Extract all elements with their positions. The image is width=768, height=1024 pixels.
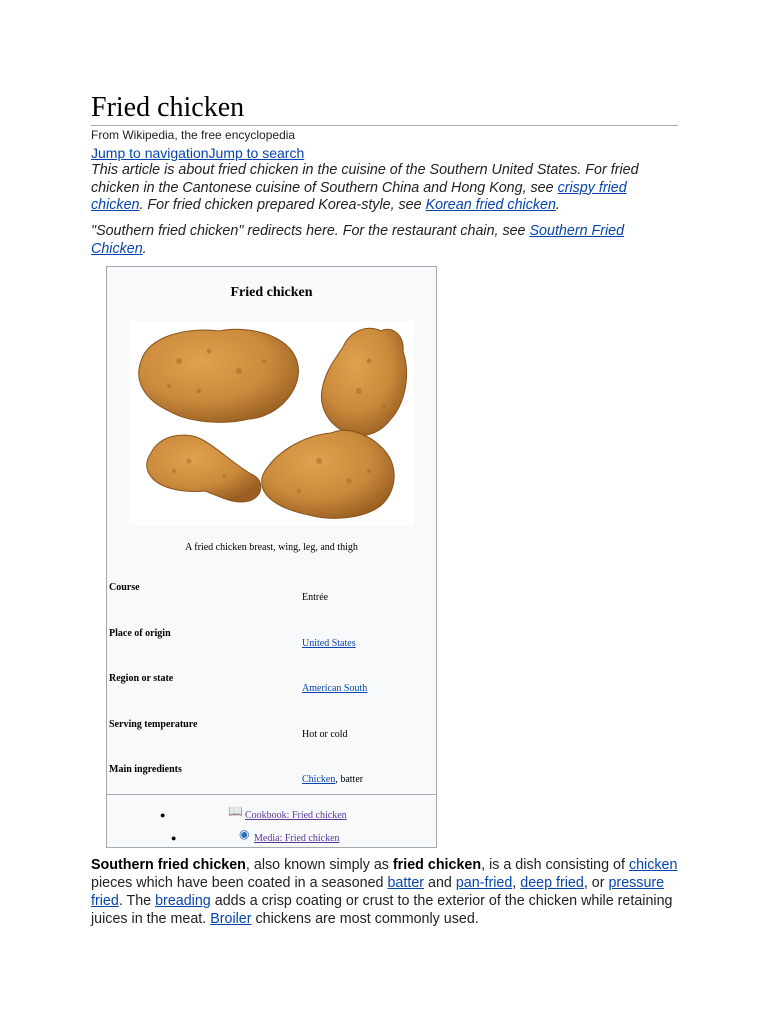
fried-chicken-illustration <box>129 321 414 525</box>
page-title: Fried chicken <box>91 92 245 123</box>
batter-link[interactable]: batter <box>387 875 425 891</box>
infobox-title: Fried chicken <box>230 285 313 300</box>
paragraph-text: , is a dish consisting of <box>481 857 629 873</box>
broiler-link[interactable]: Broiler <box>210 911 252 927</box>
paragraph-text: and <box>424 875 456 891</box>
infobox <box>106 266 437 848</box>
hatnote-about <box>91 162 681 215</box>
southern-fried-chicken-restaurant-link[interactable]: Southern Fried Chicken <box>91 223 625 257</box>
site-tagline: From Wikipedia, the free encyclopedia <box>91 128 296 142</box>
american-south-link[interactable]: American South <box>302 683 368 694</box>
infobox-label: Main ingredients <box>109 764 182 775</box>
chicken-breast <box>139 329 299 422</box>
hatnote-text: . For fried chicken prepared Korea-style, see <box>139 197 426 213</box>
bold-term: Southern fried chicken <box>91 857 246 873</box>
infobox-row-course <box>107 582 436 622</box>
pressure-fried-link[interactable]: pressure fried <box>91 875 665 909</box>
chicken-leg <box>147 435 261 502</box>
infobox-row-temperature <box>107 719 436 759</box>
infobox-label: Course <box>109 582 140 593</box>
chicken-link[interactable]: Chicken <box>302 774 336 785</box>
paragraph-text: , also known simply as <box>245 857 393 873</box>
jump-to-navigation-link[interactable]: Jump to navigation <box>91 145 209 161</box>
infobox-image-caption: A fried chicken breast, wing, leg, and thigh <box>185 542 358 553</box>
breading-link[interactable]: breading <box>155 893 211 909</box>
hatnote-text: This article is about fried chicken in the cuisine of the Southern United States. For fried chicken in the Cantonese cuisine of Southern China and Hong Kong, see <box>91 162 639 196</box>
infobox-row-origin <box>107 628 436 668</box>
wikibooks-icon: 📖 <box>228 804 243 818</box>
infobox-row-ingredients <box>107 764 436 804</box>
cookbook-link[interactable]: Cookbook: Fried chicken <box>245 810 347 821</box>
infobox-value: , batter <box>335 774 364 785</box>
chicken-thigh <box>262 430 395 518</box>
infobox-label: Region or state <box>109 673 174 684</box>
chicken-link[interactable]: chicken <box>628 857 678 873</box>
commons-media-link[interactable]: Media: Fried chicken <box>254 833 340 844</box>
infobox-label: Serving temperature <box>109 719 198 730</box>
deep-fried-link[interactable]: deep fried <box>520 875 584 891</box>
hatnote-text: . <box>142 240 147 257</box>
hatnote-redirect <box>91 223 681 258</box>
crispy-fried-chicken-link[interactable]: crispy fried chicken <box>91 179 627 213</box>
fried-chicken-image[interactable] <box>129 321 414 525</box>
pan-fried-link[interactable]: pan-fried <box>455 875 513 891</box>
infobox-label: Place of origin <box>109 628 171 639</box>
bullet: ● <box>160 810 166 820</box>
united-states-link[interactable]: United States <box>302 638 356 649</box>
hatnote-text: . <box>555 197 560 213</box>
jump-links <box>91 145 304 162</box>
title-divider <box>91 125 678 126</box>
infobox-value: Entrée <box>302 592 329 603</box>
lead-paragraph <box>91 856 681 928</box>
infobox-divider <box>107 794 436 795</box>
bold-term: fried chicken <box>392 857 482 873</box>
commons-icon: ◉ <box>239 827 250 841</box>
paragraph-text: chickens are most commonly used. <box>251 911 479 927</box>
paragraph-text: , <box>512 875 521 891</box>
infobox-row-region <box>107 673 436 713</box>
paragraph-text: . The <box>118 893 156 909</box>
korean-fried-chicken-link[interactable]: Korean fried chicken <box>425 197 556 213</box>
bullet: ● <box>171 833 177 843</box>
infobox-value: Hot or cold <box>302 729 348 740</box>
chicken-wing <box>321 328 406 435</box>
paragraph-text: pieces which have been coated in a seasoned <box>91 875 388 891</box>
hatnote-text: "Southern fried chicken" redirects here. For the restaurant chain, see <box>91 223 530 239</box>
paragraph-text: adds a crisp coating or crust to the exterior of the chicken while retaining juices in the meat. <box>91 893 673 927</box>
jump-to-search-link[interactable]: Jump to search <box>208 145 305 161</box>
paragraph-text: , or <box>583 875 609 891</box>
